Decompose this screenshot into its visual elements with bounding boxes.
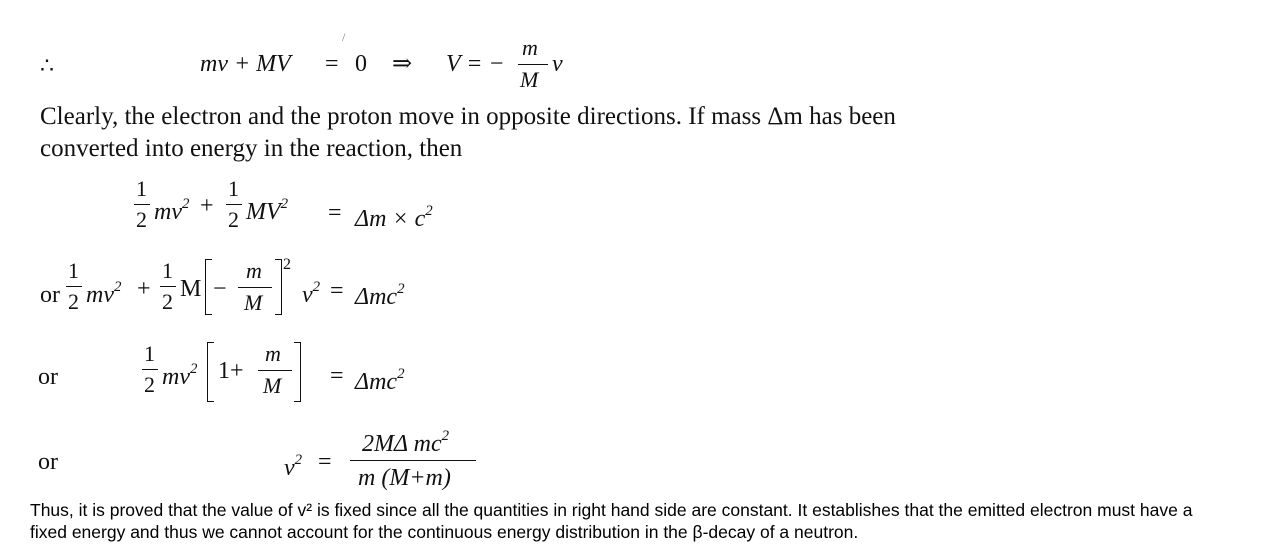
- fraction-two: 2: [68, 289, 79, 314]
- implies-symbol: ⇒: [392, 51, 413, 77]
- term-mv: $mv^2$: [162, 360, 198, 390]
- right-bracket: [294, 342, 301, 402]
- equals-sign: =: [318, 449, 332, 475]
- right-bracket: [275, 259, 282, 315]
- fraction-bar: [226, 204, 242, 205]
- energy-rhs: Δmc$^2$: [355, 280, 405, 310]
- equals-sign: =: [330, 278, 344, 304]
- equals-sign: =: [325, 51, 339, 77]
- fraction-numerator: m: [522, 35, 538, 60]
- equation-factored: [0, 340, 1275, 410]
- fraction-two: 2: [162, 289, 173, 314]
- equals-sign: =: [328, 200, 342, 226]
- term-v: $v^2$: [302, 278, 321, 308]
- plus-sign: +: [200, 193, 214, 219]
- bracket-exponent: 2: [283, 256, 291, 273]
- therefore-symbol: ∴: [40, 53, 54, 78]
- term-MV: $MV^2$: [246, 195, 289, 225]
- fraction-bar: [258, 370, 292, 371]
- conclusion-line-2: fixed energy and thus we cannot account for the continuous energy distribution in the β-decay of a neutron.: [30, 522, 859, 542]
- momentum-sum: mv + MV: [200, 51, 291, 77]
- fraction-numerator: 2MΔ $mc^2$: [362, 427, 450, 457]
- fraction-two: 2: [228, 207, 239, 232]
- fraction-numerator: m: [265, 341, 281, 366]
- equation-momentum: [0, 0, 1275, 95]
- equation-energy: [0, 175, 1275, 245]
- fraction-two: 2: [136, 207, 147, 232]
- velocity-V: V = −: [446, 51, 505, 77]
- fraction-denominator: m (M+m): [358, 465, 451, 491]
- conclusion-line-1: Thus, it is proved that the value of v² is fixed since all the quantities in right hand side are constant. It establishes that the emitted electron must have a: [30, 500, 1193, 520]
- zero: 0: [355, 51, 367, 77]
- fraction-denominator: M: [263, 373, 282, 398]
- stray-mark: /: [342, 30, 346, 44]
- minus-sign: −: [213, 276, 227, 302]
- energy-rhs: $\Delta m \times c^2$: [355, 202, 433, 232]
- or-label: or: [38, 449, 58, 475]
- equation-substituted: [0, 255, 1275, 325]
- fraction-numerator: m: [246, 258, 262, 283]
- fraction-bar: [238, 287, 272, 288]
- one-plus: 1+: [218, 358, 244, 384]
- fraction-one: 1: [228, 176, 239, 201]
- or-label: or: [38, 364, 58, 390]
- mass-M: M: [180, 276, 202, 302]
- plus-sign: +: [137, 276, 151, 302]
- velocity-v: v: [552, 51, 563, 77]
- term-v: $v^2$: [284, 451, 303, 481]
- fraction-bar: [350, 460, 476, 461]
- fraction-one: 1: [162, 258, 173, 283]
- equals-sign: =: [330, 363, 344, 389]
- fraction-one: 1: [68, 258, 79, 283]
- fraction-bar: [142, 369, 158, 370]
- fraction-bar: [66, 286, 82, 287]
- term-mv: $mv^2$: [86, 278, 122, 308]
- fraction-denominator: M: [244, 290, 263, 315]
- fraction-two: 2: [144, 372, 155, 397]
- fraction-bar: [160, 286, 176, 287]
- paragraph-line-1: Clearly, the electron and the proton move in opposite directions. If mass Δm has been: [40, 103, 896, 130]
- or-label: or: [40, 282, 60, 308]
- paragraph-line-2: converted into energy in the reaction, then: [40, 135, 463, 162]
- left-bracket: [205, 259, 212, 315]
- energy-rhs: Δmc$^2$: [355, 365, 405, 395]
- fraction-bar: [518, 64, 548, 65]
- fraction-bar: [134, 204, 150, 205]
- fraction-denominator: M: [520, 67, 539, 92]
- equation-velocity-squared: [0, 420, 1275, 500]
- fraction-one: 1: [144, 341, 155, 366]
- term-mv: $mv^2$: [154, 195, 190, 225]
- fraction-one: 1: [136, 176, 147, 201]
- left-bracket: [207, 342, 214, 402]
